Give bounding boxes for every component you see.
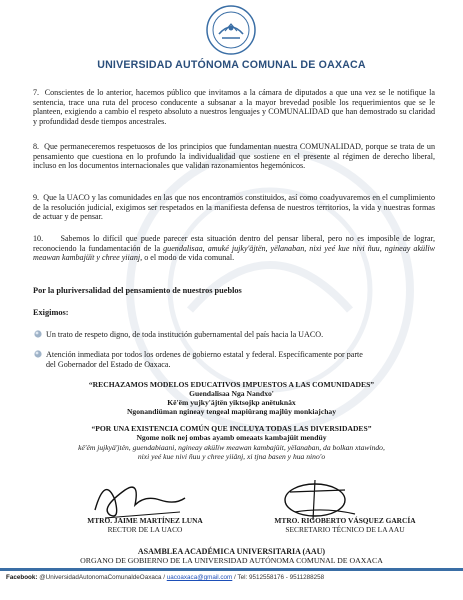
slogan-2-line: kë'ëm jujkyä'jtën, guendabiaani, ngineay akülïw meawan kambajüit, yëlanaban, da bolkan xtawindo,	[78, 443, 385, 452]
footer-label: Facebook:	[6, 574, 38, 581]
item-number: 8.	[33, 142, 40, 151]
footer-facebook: @UniversidadAutonomaComunaldeOaxaca /	[37, 574, 167, 581]
bullet-cloud-icon	[34, 330, 42, 338]
signer-2-role: SECRETARIO TÉCNICO DE LA AAU	[285, 525, 405, 534]
item-text: Que permaneceremos respetuosos de los principios que fundamentan nuestra COMUNALIDAD, porque se trata de un pensamiento que cuestiona en lo profundo la individualidad que sostiene en el presente al régimen de derecho liberal, incluso en los documentos internacionales que validan razonamientos hegemónicos.	[33, 142, 436, 171]
item-number: 9.	[33, 193, 40, 202]
assembly-subtitle: ORGANO DE GOBIERNO DE LA UNIVERSIDAD AUTÓNOMA COMUNAL DE OAXACA	[80, 556, 383, 565]
bullet-item: Un trato de respeto digno, de toda institución gubernamental del país hacia la UACO.	[46, 330, 324, 339]
footer-bar	[0, 568, 463, 571]
bullet-item-continuation: del Gobernador del Estado de Oaxaca.	[46, 360, 171, 369]
item-text: o el modo de vida comunal.	[142, 253, 235, 263]
item-number: 10.	[33, 234, 44, 243]
exigimos-label: Exigimos:	[33, 308, 69, 317]
university-title: UNIVERSIDAD AUTÓNOMA COMUNAL DE OAXACA	[97, 59, 366, 71]
slogan-2-line: Ngome noik nej ombas ayamb omeaats kambajüit mendüy	[136, 433, 327, 442]
slogan-1: “RECHAZAMOS MODELOS EDUCATIVOS IMPUESTOS A LAS COMUNIDADES”	[88, 380, 375, 389]
slogan-1-line: Kë'ëm yujky'äjtën yiktsojkp anëtuknäx	[167, 398, 296, 407]
bullet-item: Atención inmediata por todos los ordenes de gobierno estatal y federal. Específicamente por parte	[46, 350, 363, 359]
signer-1-role: RECTOR DE LA UACO	[107, 525, 183, 534]
footer-email-link[interactable]: uacoaxaca@gmail.com	[166, 574, 233, 581]
list-item-9	[33, 193, 435, 222]
list-item-7	[33, 88, 435, 126]
item-text: Conscientes de lo anterior, hacemos público que invitamos a la cámara de diputados a que una vez se le notifique la sentencia, trace una ruta del proceso conducente a subsanar a la mayor brevedad posible los requerimientos que se le planteen, exigiendo a cambio el respeto absoluto a nuestros lenguajes y COMUNALIDAD que han demostrado su claridad y profundidad desde tiempos ancestrales.	[33, 88, 435, 126]
university-seal-icon	[205, 4, 257, 56]
footer-contact	[6, 574, 461, 581]
slogan-2-line: nixi yeé kue nivi ñuu y chree yiiänj, xi tjna basen y hua nino'o	[137, 452, 326, 461]
signer-1-name: MTRO. JAIME MARTÍNEZ LUNA	[87, 516, 203, 525]
item-number: 7.	[33, 88, 40, 97]
footer-phone: / Tel: 9512558176 - 9511288258	[232, 574, 325, 581]
slogan-2: “POR UNA EXISTENCIA COMÚN QUE INCLUYA TODAS LAS DIVERSIDADES”	[91, 424, 372, 433]
section-title: Por la pluriversalidad del pensamiento de nuestros pueblos	[33, 286, 242, 295]
assembly-title: ASAMBLEA ACADÉMICA UNIVERSITARIA (AAU)	[137, 547, 326, 556]
bullet-cloud-icon	[34, 350, 42, 358]
item-text: Sabemos lo difícil que puede parecer esta situación dentro del pensar liberal, pero no es imposible de lograr, reconociendo la fundamentación de la	[33, 234, 436, 253]
slogan-1-line: Ngonandiüman ngineay tengeal mapiürang majlüy monkiajchay	[126, 407, 337, 416]
list-item-8	[33, 142, 435, 171]
signer-2-name: MTRO. RIGOBERTO VÁSQUEZ GARCÍA	[274, 516, 416, 525]
item-text: Que la UACO y las comunidades en las que nos encontramos constituidos, así como coadyuvaremos en el cumplimiento de la resolución judicial, exigimos ser respetados en la manifiesta defensa de nuestros territorios, la vida y nuestras formas de actuar y de pensar.	[33, 193, 436, 222]
slogan-1-line: Guendalisaa Nga Nandxo'	[189, 389, 274, 398]
list-item-10	[33, 234, 435, 263]
item-text-italic: guendalisaa, amuké jujky'äjtën, yëlanaban, nixi yeé kue nivi ñuu, ngineay akülïw meawan kambajüït y chree yiianj,	[33, 243, 435, 263]
